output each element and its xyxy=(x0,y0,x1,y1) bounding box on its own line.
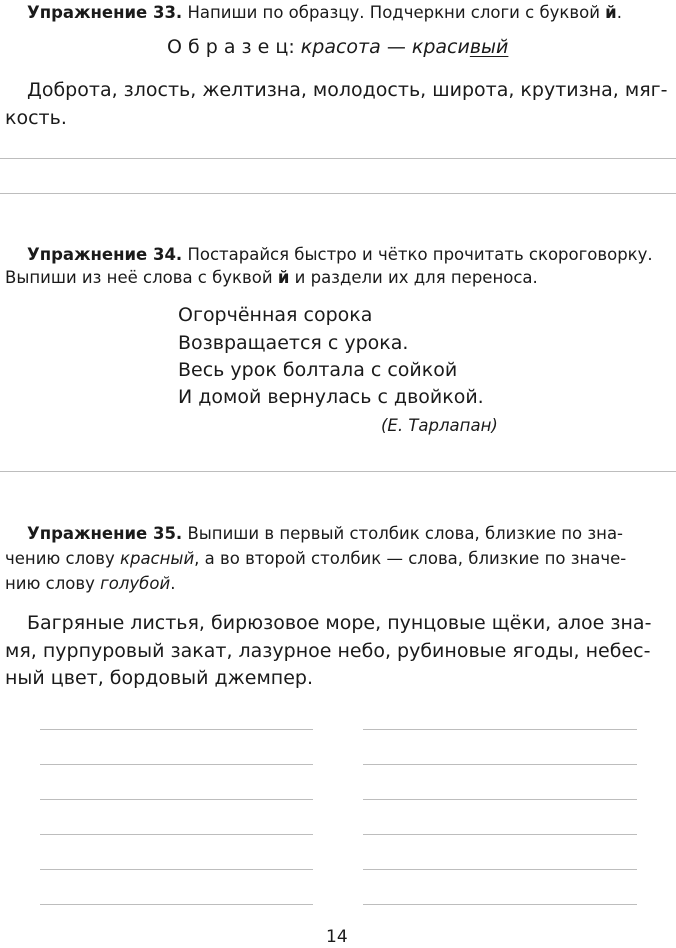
exercise-33-label: Упражнение 33. xyxy=(27,3,183,22)
exercise-35-task-line-3 xyxy=(5,571,175,596)
exercise-35-task-line-1 xyxy=(27,521,623,546)
word-red: красный xyxy=(120,549,195,568)
exercise-33-period: . xyxy=(616,3,622,22)
word-blue: голубой xyxy=(100,574,171,593)
exercise-33-letter: й xyxy=(605,3,617,22)
exercise-34-task-line-1 xyxy=(27,242,653,267)
sample-word-2-start: краси xyxy=(411,36,470,58)
exercise-35-words-line: ный цвет, бордовый джемпер. xyxy=(5,667,314,689)
exercise-34-letter: й xyxy=(277,268,290,287)
page-number: 14 xyxy=(326,927,348,947)
column-1-writing-line[interactable] xyxy=(40,729,313,730)
column-1-writing-line[interactable] xyxy=(40,834,313,835)
writing-line[interactable] xyxy=(0,193,676,194)
exercise-33-words-line-1: Доброта, злость, желтизна, молодость, широта, крутизна, мяг- xyxy=(27,79,668,101)
column-2-writing-line[interactable] xyxy=(363,869,637,870)
poem-line: Весь урок болтала с сойкой xyxy=(178,359,458,381)
poem-line: И домой вернулась с двойкой. xyxy=(178,386,484,408)
sample-dash: — xyxy=(386,36,406,58)
exercise-35-instruction: Выпиши в первый столбик слова, близкие по зна- xyxy=(187,524,624,543)
exercise-35-instruction-3: , а во второй столбик — слова, близкие по значе- xyxy=(194,549,627,568)
poem-author: (Е. Тарлапан) xyxy=(381,416,498,435)
sample-word-2 xyxy=(412,36,509,58)
sample-word-1: красота xyxy=(300,36,381,58)
exercise-35-period: . xyxy=(170,574,176,593)
exercise-35-label: Упражнение 35. xyxy=(27,524,183,543)
exercise-34-instruction-2: Выпиши из неё слова с буквой xyxy=(5,268,273,287)
sample-underlined-syllable: вый xyxy=(469,36,509,58)
writing-line[interactable] xyxy=(0,471,676,472)
column-2-writing-line[interactable] xyxy=(363,904,637,905)
exercise-33-sample xyxy=(167,33,508,62)
exercise-35-words-line: Багряные листья, бирюзовое море, пунцовые щёки, алое зна- xyxy=(27,612,652,634)
exercise-34-instruction: Постарайся быстро и чётко прочитать скороговорку. xyxy=(187,245,653,264)
poem-line: Огорчённая сорока xyxy=(178,304,373,326)
exercise-33-instruction: Напиши по образцу. Подчеркни слоги с буквой xyxy=(187,3,600,22)
writing-line[interactable] xyxy=(0,158,676,159)
column-1-writing-line[interactable] xyxy=(40,764,313,765)
column-2-writing-line[interactable] xyxy=(363,799,637,800)
exercise-35-instruction-4: нию слову xyxy=(5,574,95,593)
exercise-34-task-line-2 xyxy=(5,265,538,290)
column-2-writing-line[interactable] xyxy=(363,729,637,730)
column-2-writing-line[interactable] xyxy=(363,764,637,765)
exercise-35-task-line-2 xyxy=(5,546,626,571)
column-1-writing-line[interactable] xyxy=(40,799,313,800)
column-1-writing-line[interactable] xyxy=(40,869,313,870)
exercise-35-words-line: мя, пурпуровый закат, лазурное небо, рубиновые ягоды, небес- xyxy=(5,640,651,662)
exercise-33-words-line-2: кость. xyxy=(5,107,67,129)
exercise-35-instruction-2: чению слову xyxy=(5,549,115,568)
poem-line: Возвращается с урока. xyxy=(178,332,409,354)
exercise-34-label: Упражнение 34. xyxy=(27,245,183,264)
exercise-34-instruction-3: и раздели их для переноса. xyxy=(294,268,538,287)
exercise-33-task xyxy=(27,0,622,25)
column-2-writing-line[interactable] xyxy=(363,834,637,835)
column-1-writing-line[interactable] xyxy=(40,904,313,905)
sample-label: О б р а з е ц: xyxy=(167,36,295,58)
